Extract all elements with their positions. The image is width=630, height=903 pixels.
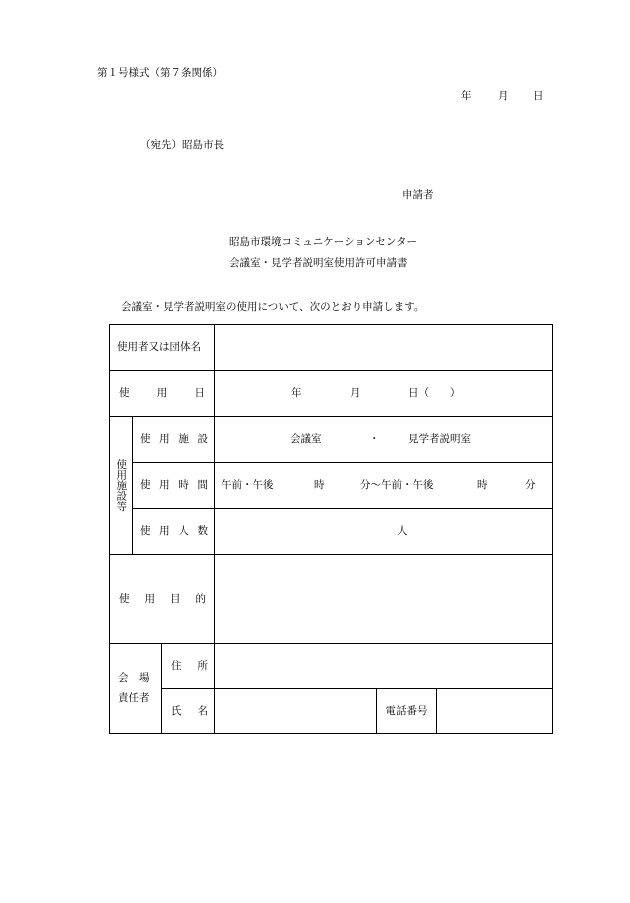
usage-date-month: 月 — [350, 386, 361, 399]
time-end-hour: 時 — [477, 478, 488, 491]
row-user-name — [110, 325, 553, 371]
usage-date-day: 日（ ） — [408, 386, 461, 399]
row-usage-date — [110, 371, 553, 417]
addressee: （宛先）昭島市長 — [140, 139, 224, 151]
row-manager-name — [110, 689, 553, 734]
usage-date-label: 使 用 日 — [110, 371, 215, 417]
document-title-line1: 昭島市環境コミュニケーションセンター — [229, 236, 417, 248]
date-year-label: 年 — [461, 90, 472, 102]
time-end-minute: 分 — [525, 478, 536, 491]
time-start-ampm: 午前・午後 — [221, 478, 274, 491]
user-name-field[interactable] — [215, 325, 553, 371]
user-name-label: 使用者又は団体名 — [110, 325, 215, 371]
facility-option-meeting-room[interactable]: 会議室 — [290, 432, 322, 445]
facility-group-label: 使用施設等 — [110, 417, 133, 555]
row-usage-purpose — [110, 555, 553, 644]
row-usage-time — [110, 463, 553, 509]
manager-phone-field[interactable] — [437, 689, 553, 734]
form-number: 第１号様式（第７条関係） — [97, 67, 223, 79]
usage-people-label: 使 用 人 数 — [133, 509, 215, 555]
date-month-label: 月 — [498, 90, 509, 102]
row-facility — [110, 417, 553, 463]
manager-address-label: 住 所 — [162, 644, 215, 689]
usage-people-field[interactable] — [215, 509, 553, 555]
usage-time-field[interactable] — [215, 463, 553, 509]
manager-name-field[interactable] — [215, 689, 377, 734]
usage-date-year: 年 — [291, 386, 302, 399]
application-form-table — [109, 324, 553, 734]
row-manager-address — [110, 644, 553, 689]
usage-purpose-field[interactable] — [215, 555, 553, 644]
manager-phone-label: 電話番号 — [377, 689, 437, 734]
applicant-label: 申請者 — [402, 189, 434, 201]
manager-address-field[interactable] — [215, 644, 553, 689]
facility-field — [215, 417, 553, 463]
facility-separator: ・ — [369, 432, 380, 445]
facility-label: 使 用 施 設 — [133, 417, 215, 463]
venue-manager-label: 会 場 責任者 — [110, 644, 162, 734]
usage-date-field[interactable] — [215, 371, 553, 417]
time-start-hour: 時 — [314, 478, 325, 491]
usage-purpose-label: 使 用 目 的 — [110, 555, 215, 644]
row-usage-people — [110, 509, 553, 555]
manager-name-label: 氏 名 — [162, 689, 215, 734]
facility-option-briefing-room[interactable]: 見学者説明室 — [408, 432, 472, 445]
intro-text: 会議室・見学者説明室の使用について、次のとおり申請します。 — [121, 301, 425, 313]
document-title-line2: 会議室・見学者説明室使用許可申請書 — [229, 257, 408, 269]
usage-time-label: 使 用 時 間 — [133, 463, 215, 509]
time-start-minute: 分～午前・午後 — [360, 478, 434, 491]
usage-people-unit: 人 — [397, 524, 408, 537]
date-day-label: 日 — [533, 90, 544, 102]
